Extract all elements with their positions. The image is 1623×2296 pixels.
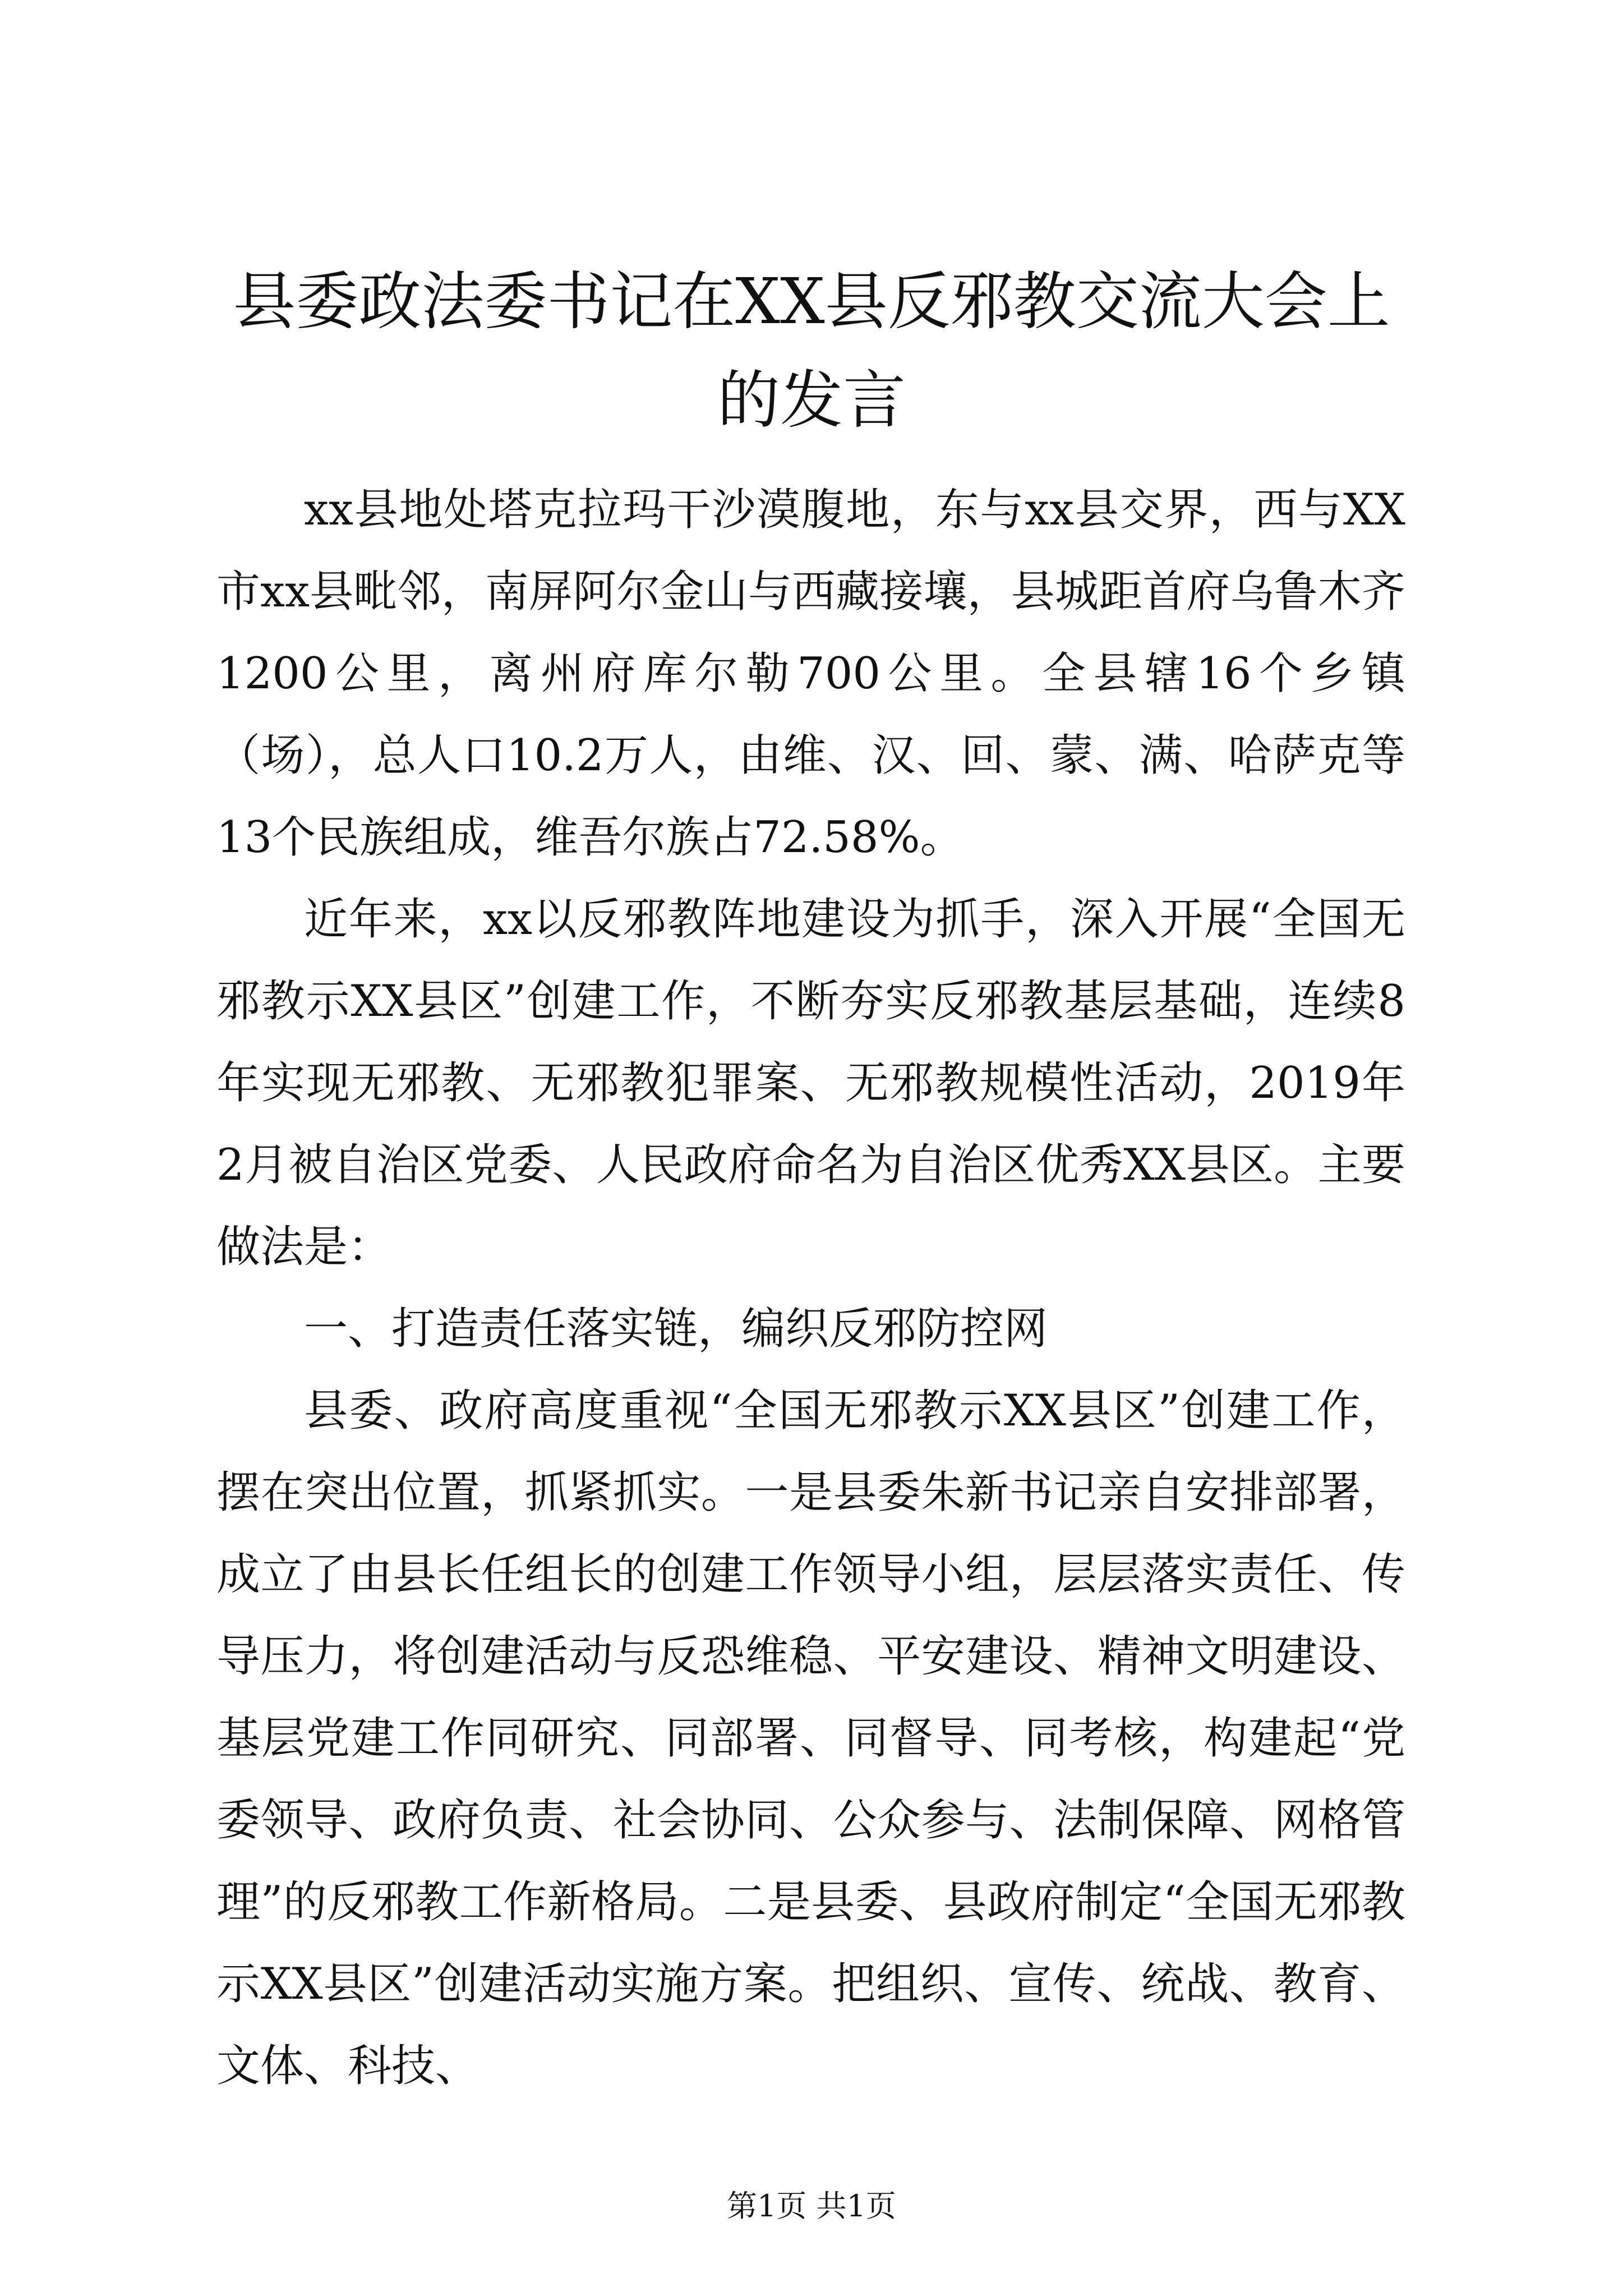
section-heading-1: 一、打造责任落实链，编织反邪防控网 — [304, 1304, 1048, 1354]
paragraph-section-1-body: 县委、政府高度重视“全国无邪教示XX县区”创建工作，摆在突出位置，抓紧抓实。一是县委朱新书记亲自安排部署，成立了由县长任组长的创建工作领导小组，层层落实责任、传导压力，将创建活动与反恐维稳、平安建设、精神文明建设、基层党建工作同研究、同部署、同督导、同考核，构建起“党委领导、政府负责、社会协同、公众参与、法制保障、网格管理”的反邪教工作新格局。二是县委、县政府制定“全国无邪教示XX县区”创建活动实施方案。把组织、宣传、统战、教育、文体、科技、 — [216, 1386, 1405, 2091]
page-footer: 第1页 共1页 — [727, 2188, 896, 2224]
document-body — [216, 469, 1405, 2107]
document-title: 县委政法委书记在XX县反邪教交流大会上的发言 — [233, 265, 1390, 437]
paragraph-recent-years: 近年来，xx以反邪教阵地建设为抓手，深入开展“全国无邪教示XX县区”创建工作，不断夯实反邪教基层基础，连续8年实现无邪教、无邪教犯罪案、无邪教规模性活动，2019年2月被自治区党委、人民政府命名为自治区优秀XX县区。主要做法是： — [216, 894, 1405, 1272]
paragraph-county-overview: xx县地处塔克拉玛干沙漠腹地，东与xx县交界，西与XX市xx县毗邻，南屏阿尔金山与西藏接壤，县城距首府乌鲁木齐1200公里，离州府库尔勒700公里。全县辖16个乡镇（场），总人口10.2万人，由维、汉、回、蒙、满、哈萨克等13个民族组成，维吾尔族占72.58%。 — [216, 485, 1405, 863]
